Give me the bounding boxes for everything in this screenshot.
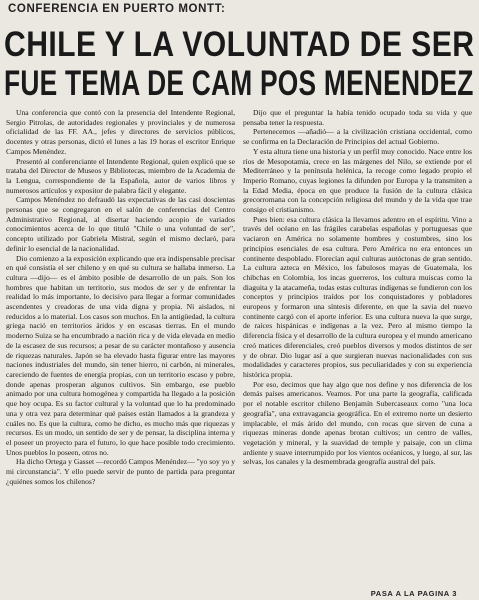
article-paragraph: Dijo que el preguntar la había tenido ocupado toda su vida y que pensaba tener la respuesta. — [243, 108, 472, 127]
kicker-label: CONFERENCIA EN PUERTO MONTT: — [8, 3, 226, 15]
article-column-left — [6, 108, 235, 596]
continued-on-page-note: PASA A LA PAGINA 3 — [370, 589, 457, 598]
article-paragraph: Pertenecemos —añadió— a la civilización cristiana occidental, como se confirma en la Declaración de Principios del actual Gobierno. — [243, 127, 472, 147]
headline-line-1: CHILE Y LA VOLUNTAD DE SER — [4, 25, 475, 64]
article-paragraph: Ha dicho Ortega y Gasset —recordó Campos Menéndez— "yo soy yo y mi circunstancia". Y ello puede servir de punto de partida para preguntar ¿quiénes somos los chilenos? — [6, 457, 235, 486]
article-paragraph: Presentó al conferenciante el Intendente Regional, quien explicó que se trataba del Director de Museos y Bibliotecas, miembro de la Academia de la Lengua, correspondiente de la Española, autor de varios libros y numerosos artículos y expositor de palabra fácil y elegante. — [6, 156, 235, 195]
article-paragraph: Una conferencia que contó con la presencia del Intendente Regional, Sergio Pitrolas, de autoridades regionales y provinciales y de numerosa oficialidad de las FF. AA., jefes y directores de servicios públicos, docentes y otras personas, dictó el lunes a las 19 horas el escritor Enrique Campos Menéndez. — [6, 108, 235, 156]
article-paragraph: Por eso, decimos que hay algo que nos define y nos diferencia de los demás países americanos. Veamos. Por una parte la geografía, calificada por el notable escritor chileno Benjamín Subercaseaux como "una loca geografía", una extravagancia geográfica. En el extremo norte un desierto implacable, el más árido del mundo, con rocas que sirven de cuna a riquezas mineras donde apenas brotan cultivos; un centro de valles, vegetación y mineral, y la suavidad de temple y paisaje, con un clima ardiente y suave interrumpido por los vientos océanicos, y luego, al sur, las selvas, los canales y la desmembrada geografía austral del país. — [243, 379, 472, 467]
article-paragraph: Dio comienzo a la exposición explicando que era indispensable precisar en qué consistía el ser chileno y en qué su cultura se hallaba inmerso. La cultura —dijo— es el ámbito posible de desarrollo de un país. Son los hombres que habitan un territorio, sus modos de ser y de enfrentar la realidad lo más importante, lo decisivo para llegar a formar comunidades ascendentes y creadoras de una vida digna y propia. Ni aislados, ni reducidos a lo material. Los casos son muchos. En la antigüedad, la cultura griega nació en territorios áridos y en escasas tierras. En el mundo moderno Suiza se ha encumbrado a nación rica y de vida elevada en medio de la escasez de sus recursos; a pesar de su carácter montañoso y ausencia de riquezas naturales. Japón se ha elevado hasta figurar entre las mayores naciones industriales del mundo, sin tener hierro, ni carbón, ni minerales, careciendo de fuentes de energía propias, con un territorio escaso y pobre, donde apenas prosperan algunos cultivos. Sin embargo, ese pueblo animado por una cultura homogénea y compartida ha llegado a la posición que hoy ocupa. Es su factor cultural y la voluntad que lo ha predominado una y otra vez para determinar qué países están llamados a la grandeza y cuáles no. Es que la cultura, como he dicho, es mucho más que riquezas y recursos. Es un modo, un sentido de ser y de pensar, la disciplina interna y el poseer un proyecto para el futuro, lo que hace posible todo crecimiento. Unos pueblos lo poseen, otros no. — [6, 253, 235, 457]
article-paragraph: Y esta altura tiene una historia y un perfil muy conocido. Nace entre los ríos de Mesopotamia, crece en las márgenes del Nilo, se extiende por el Mediterráneo y la península helénica, la recoge como legado propio el Imperio Romano, cuyas legiones la difunden por Europa y la transmiten a la Edad Media, época en que produce la fusión de la cultura clásica grecorromana con la concepción religiosa del mundo y de la vida que trae consigo el cristianismo. — [243, 146, 472, 215]
article-paragraph: Campos Menéndez no defraudó las expectativas de las casi doscientas personas que se congregaron en el salón de conferencias del Centro Administrativo Regional, al disertar haciendo acopio de variados conocimientos acerca de lo que tituló "Chile o una voluntad de ser", concepto utilizado por Gabriela Mistral, según el mismo declaró, para definir lo esencial de la nacionalidad. — [6, 195, 235, 253]
article-paragraph: Pues bien: esa cultura clásica la llevamos adentro en el espíritu. Vino a través del océano en las frágiles carabelas españolas y portuguesas que vaciaron en América no solamente hombres y costumbres, sino los principios esenciales de esa cultura. Pero América no era entonces un continente despoblado. Florecían aquí culturas autóctonas de gran sentido. La cultura azteca en México, los fabulosos mayas de Guatemala, los chibchas en Colombia, los incas guerreros, los cultura muiscas como la diaguita y la atacameña, todas estas culturas indígenas se fundieron con los conceptos y principios traídos por los conquistadores y pobladores europeos y formaron una síntesis diferente, en que la savia del nuevo continente cargó con el aporte inferior. Es una cultura nueva la que surge, de raíces hispánicas e indígenas a la vez. Pero al mismo tiempo la diferencia física y el desarrollo de la cultura europea y el mundo americano creó matices diferenciales, creó pueblos diversos y modos distintos de ser y de obrar. Dio lugar así a que surgieran nuevas nacionalidades con sus modalidades y caracteres propios, sus peculiaridades y con su experiencia histórica propia. — [243, 214, 472, 379]
article-body — [6, 108, 472, 596]
headline-line-2: FUE TEMA DE CAM POS MENENDEZ — [4, 64, 474, 103]
article-column-right — [243, 108, 472, 596]
